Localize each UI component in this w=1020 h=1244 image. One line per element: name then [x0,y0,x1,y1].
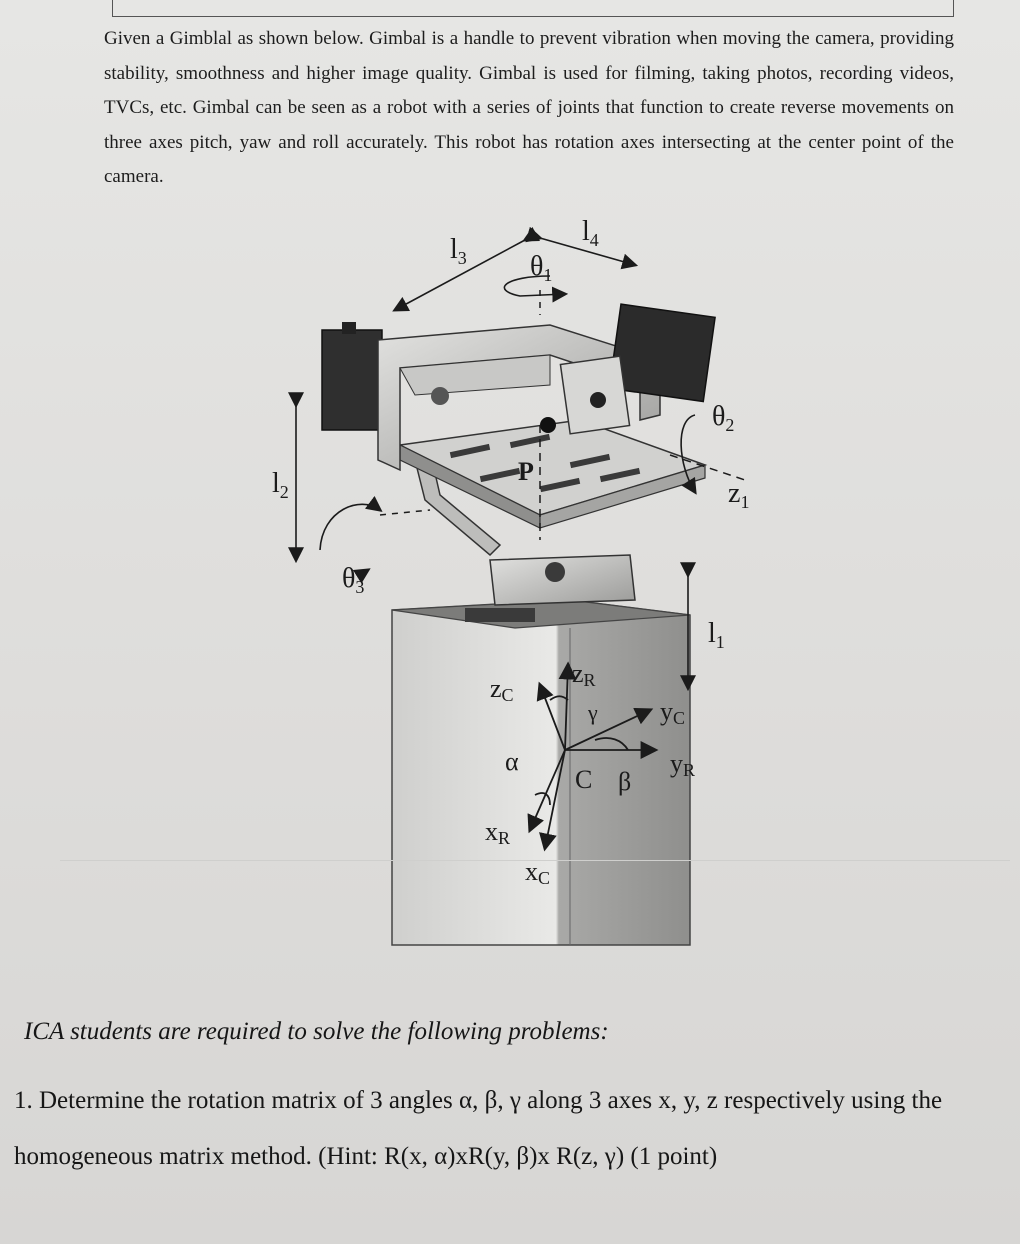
svg-text:l4: $l_4$ [582,216,599,250]
center-point-p-dot [540,417,556,433]
svg-text:l3: $l_3$ [450,234,467,268]
svg-text:θ3: $\theta_3$ [342,563,365,597]
l4-label: l [582,216,590,247]
svg-text:θ1: $\theta_1$ [530,251,553,285]
svg-text:θ2: $\theta_2$ [712,401,735,435]
svg-text:l2: $l_2$ [272,468,289,502]
zc-label: z [490,674,502,703]
svg-text:zC: zC [490,674,514,705]
svg-text:z1: $z_1$ [728,478,750,512]
beta-label: β [618,767,632,796]
faint-background-table [60,860,1010,1011]
svg-text:xC: xC [525,857,551,888]
gamma-label: γ [588,700,598,725]
gimbal-figure [250,210,790,950]
point-c-label: C [575,765,593,794]
xc-label: x [525,857,538,886]
intro-paragraph: Given a Gimblal as shown below. Gimbal is a handle to prevent vibration when moving the camera, providing stability, smoothness and higher image quality. Gimbal is used for filming, taking photos, recording videos, TVCs, etc. Gimbal can be seen as a robot with a series of joints that function to create reverse movements on three axes pitch, yaw and roll accurately. This robot has rotation axes intersecting at the center point of the camera. [104,28,954,187]
svg-text:yR: yR [670,749,696,780]
alpha-label: α [505,747,519,776]
xr-label: x [485,817,498,846]
svg-text:l1: $l_1$ [708,618,725,652]
svg-text:yC: yC [660,697,686,728]
l3-label: l [450,234,458,265]
theta2-label: θ [712,401,726,432]
l2-label: l [272,468,280,499]
l1-label: l [708,618,716,649]
theta3-label: θ [342,563,356,594]
svg-text:zR: zR [572,659,596,690]
theta1-label: θ [530,251,544,282]
zr-label: z [572,659,584,688]
z1-label: z [728,478,741,509]
problem-1-text: 1. Determine the rotation matrix of 3 angles α, β, γ along 3 axes x, y, z respectively using the homogeneous matrix method. (Hint: R(x, α)xR(y, β)x R(z, γ) (1 point) [14,1087,943,1170]
top-table-border [112,0,954,17]
yr-label: y [670,749,683,778]
yc-label: y [660,697,673,726]
ica-heading: ICA students are required to solve the following problems: [24,1018,609,1045]
theta3-rotation-arrow [320,504,380,550]
point-p-label: P [518,457,534,486]
svg-text:xR: xR [485,817,511,848]
